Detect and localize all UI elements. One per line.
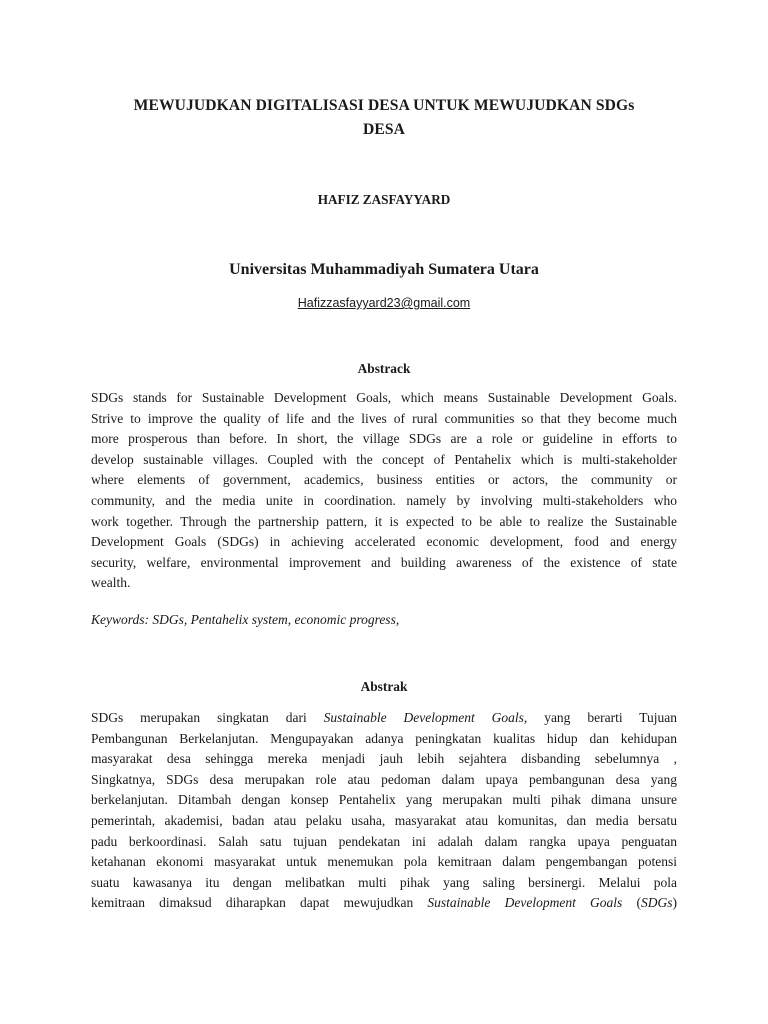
paper-title-line-1: MEWUJUDKAN DIGITALISASI DESA UNTUK MEWUJUDKAN SDGs (133, 97, 635, 114)
abstract-en-line: work together. Through the partnership pattern, it is expected to be able to realize the Sustainable (91, 513, 677, 529)
abstract-id-heading: Abstrak (360, 679, 408, 694)
abstract-en-heading: Abstrack (357, 361, 411, 376)
abstract-id-line: berkelanjutan. Ditambah dengan konsep Pentahelix yang merupakan multi pihak dimana unsure (91, 792, 677, 808)
abstract-en-line: security, welfare, environmental improvement and building awareness of the existence of state (91, 554, 677, 570)
abstract-en-line: develop sustainable villages. Coupled with the concept of Pentahelix which is multi-stakeholder (91, 451, 677, 467)
author-affiliation: Universitas Muhammadiyah Sumatera Utara (229, 261, 539, 278)
abstract-en-line: more prosperous than before. In short, the village SDGs are a role or guideline in efforts to (91, 431, 677, 447)
paper-title (80, 94, 688, 142)
abstract-en-line: Development Goals (SDGs) in achieving accelerated economic development, food and energy (91, 534, 677, 550)
abstract-id-line: ketahanan ekonomi masyarakat untuk menemukan pola kemitraan dalam pengembangan potensi (91, 854, 677, 870)
abstract-id-line: suatu kawasanya itu dengan melibatkan multi pihak yang saling bersinergi. Melalui pola (91, 874, 677, 890)
abstract-en-line: community, and the media unite in coordination. namely by involving multi-stakeholders who (91, 492, 677, 508)
abstract-id-line: padu berkoordinasi. Salah satu tujuan pendekatan ini adalah dalam rangka upaya penguatan (91, 833, 677, 849)
author-email (0, 294, 768, 312)
author-name: HAFIZ ZASFAYYARD (317, 192, 451, 207)
abstract-id-line: Pembangunan Berkelanjutan. Mengupayakan adanya peningkatan kualitas hidup dan kehidupan (91, 730, 677, 746)
abstract-en-line: Strive to improve the quality of life and the lives of rural communities so that they become much (91, 410, 677, 426)
keywords: Keywords: SDGs, Pentahelix system, economic progress, (91, 612, 400, 627)
author-email-link[interactable]: Hafizzasfayyard23@gmail.com (297, 296, 471, 310)
abstract-id-line: pemerintah, akademisi, badan atau pelaku usaha, masyarakat atau komunitas, dan media bersatu (91, 812, 677, 828)
abstract-id-body (91, 708, 677, 914)
abstract-en-line: where elements of government, academics, business entities or actors, the community or (91, 472, 677, 488)
abstract-en-line: SDGs stands for Sustainable Development Goals, which means Sustainable Development Goals. (91, 390, 677, 405)
abstract-id-line: masyarakat desa sehingga mereka menjadi jauh lebih sejahtera disbanding sebelumnya , (91, 751, 677, 767)
abstract-en-line: wealth. (91, 575, 131, 591)
paper-title-line-2: DESA (363, 121, 405, 138)
abstract-id-line: kemitraan dimaksud diharapkan dapat mewujudkan Sustainable Development Goals (SDGs) (91, 895, 677, 911)
abstract-id-line: SDGs merupakan singkatan dari Sustainable Development Goals, yang berarti Tujuan (91, 710, 678, 725)
abstract-en-body (91, 388, 677, 594)
abstract-id-line: Singkatnya, SDGs desa merupakan role atau pedoman dalam upaya pembangunan desa yang (91, 771, 677, 787)
